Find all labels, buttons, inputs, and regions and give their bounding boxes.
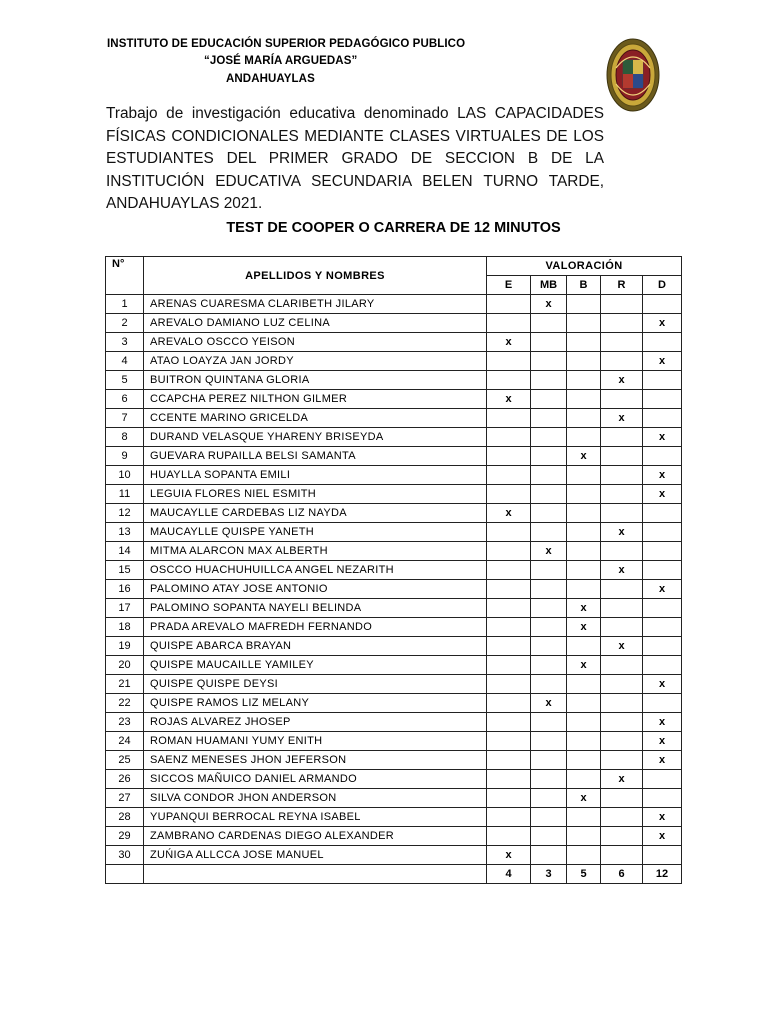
rating-cell-b bbox=[567, 637, 601, 656]
row-number: 22 bbox=[106, 694, 144, 713]
student-name: ROJAS ALVAREZ JHOSEP bbox=[144, 713, 487, 732]
table-row bbox=[106, 428, 682, 447]
rating-cell-d bbox=[643, 295, 682, 314]
row-number: 19 bbox=[106, 637, 144, 656]
rating-cell-e bbox=[487, 751, 531, 770]
total-r: 6 bbox=[601, 865, 643, 884]
rating-cell-r bbox=[601, 485, 643, 504]
rating-cell-b bbox=[567, 409, 601, 428]
rating-cell-d bbox=[643, 637, 682, 656]
total-b: 5 bbox=[567, 865, 601, 884]
rating-cell-r: x bbox=[601, 371, 643, 390]
rating-cell-d: x bbox=[643, 827, 682, 846]
student-name: SAENZ MENESES JHON JEFERSON bbox=[144, 751, 487, 770]
student-name: ARENAS CUARESMA CLARIBETH JILARY bbox=[144, 295, 487, 314]
student-name: PRADA AREVALO MAFREDH FERNANDO bbox=[144, 618, 487, 637]
rating-cell-e bbox=[487, 466, 531, 485]
student-name: QUISPE RAMOS LIZ MELANY bbox=[144, 694, 487, 713]
rating-cell-mb bbox=[531, 789, 567, 808]
rating-cell-mb bbox=[531, 447, 567, 466]
rating-cell-d: x bbox=[643, 751, 682, 770]
column-header-valoracion: VALORACIÓN bbox=[487, 257, 682, 276]
rating-cell-e bbox=[487, 485, 531, 504]
table-row bbox=[106, 846, 682, 865]
row-number: 23 bbox=[106, 713, 144, 732]
row-number: 3 bbox=[106, 333, 144, 352]
rating-cell-mb bbox=[531, 428, 567, 447]
rating-cell-r bbox=[601, 504, 643, 523]
table-row bbox=[106, 580, 682, 599]
student-name: AREVALO OSCCO YEISON bbox=[144, 333, 487, 352]
rating-cell-mb bbox=[531, 713, 567, 732]
row-number: 8 bbox=[106, 428, 144, 447]
table-row bbox=[106, 675, 682, 694]
rating-cell-b: x bbox=[567, 447, 601, 466]
research-description: Trabajo de investigación educativa denominado LAS CAPACIDADES FÍSICAS CONDICIONALES MEDIANTE CLASES VIRTUALES DE LOS ESTUDIANTES DEL PRIMER GRADO DE SECCION B DE LA INSTITUCIÓN EDUCATIVA SECUNDARIA BELEN TURNO TARDE, ANDAHUAYLAS 2021. bbox=[106, 105, 604, 213]
rating-cell-r bbox=[601, 751, 643, 770]
rating-cell-r bbox=[601, 314, 643, 333]
rating-cell-r bbox=[601, 732, 643, 751]
rating-cell-e bbox=[487, 447, 531, 466]
column-header-b: B bbox=[567, 276, 601, 295]
rating-cell-e: x bbox=[487, 846, 531, 865]
student-name: QUISPE QUISPE DEYSI bbox=[144, 675, 487, 694]
student-name: ATAO LOAYZA JAN JORDY bbox=[144, 352, 487, 371]
rating-cell-b bbox=[567, 314, 601, 333]
student-name: PALOMINO SOPANTA NAYELI BELINDA bbox=[144, 599, 487, 618]
table-row bbox=[106, 447, 682, 466]
totals-empty-cell bbox=[144, 865, 487, 884]
rating-cell-b bbox=[567, 523, 601, 542]
rating-cell-mb bbox=[531, 352, 567, 371]
row-number: 20 bbox=[106, 656, 144, 675]
rating-cell-e bbox=[487, 789, 531, 808]
row-number: 13 bbox=[106, 523, 144, 542]
rating-cell-mb bbox=[531, 409, 567, 428]
rating-cell-e bbox=[487, 827, 531, 846]
rating-cell-b: x bbox=[567, 618, 601, 637]
rating-cell-e bbox=[487, 371, 531, 390]
rating-cell-b bbox=[567, 485, 601, 504]
rating-cell-d bbox=[643, 371, 682, 390]
rating-cell-r bbox=[601, 789, 643, 808]
rating-cell-d: x bbox=[643, 466, 682, 485]
student-name: OSCCO HUACHUHUILLCA ANGEL NEZARITH bbox=[144, 561, 487, 580]
rating-cell-e bbox=[487, 694, 531, 713]
rating-cell-mb bbox=[531, 827, 567, 846]
table-row bbox=[106, 485, 682, 504]
rating-cell-r bbox=[601, 808, 643, 827]
rating-cell-d bbox=[643, 846, 682, 865]
totals-empty-cell bbox=[106, 865, 144, 884]
rating-cell-e bbox=[487, 523, 531, 542]
institution-seal-icon bbox=[606, 38, 660, 112]
rating-cell-b bbox=[567, 770, 601, 789]
rating-cell-r bbox=[601, 428, 643, 447]
row-number: 30 bbox=[106, 846, 144, 865]
rating-cell-d bbox=[643, 694, 682, 713]
student-name: MAUCAYLLE QUISPE YANETH bbox=[144, 523, 487, 542]
column-header-mb: MB bbox=[531, 276, 567, 295]
student-name: LEGUIA FLORES NIEL ESMITH bbox=[144, 485, 487, 504]
rating-cell-b bbox=[567, 827, 601, 846]
rating-cell-b bbox=[567, 675, 601, 694]
table-header-row bbox=[106, 257, 682, 276]
rating-cell-r bbox=[601, 542, 643, 561]
rating-cell-b bbox=[567, 580, 601, 599]
rating-cell-mb bbox=[531, 561, 567, 580]
rating-cell-mb bbox=[531, 732, 567, 751]
rating-cell-b: x bbox=[567, 656, 601, 675]
rating-cell-b: x bbox=[567, 599, 601, 618]
rating-cell-r: x bbox=[601, 770, 643, 789]
rating-cell-mb bbox=[531, 504, 567, 523]
row-number: 7 bbox=[106, 409, 144, 428]
total-d: 12 bbox=[643, 865, 682, 884]
rating-cell-d: x bbox=[643, 675, 682, 694]
table-row bbox=[106, 599, 682, 618]
rating-cell-d: x bbox=[643, 713, 682, 732]
rating-cell-mb bbox=[531, 846, 567, 865]
rating-cell-b bbox=[567, 808, 601, 827]
student-name: SICCOS MAÑUICO DANIEL ARMANDO bbox=[144, 770, 487, 789]
column-header-number: N° bbox=[106, 257, 144, 295]
rating-cell-mb bbox=[531, 751, 567, 770]
table-row bbox=[106, 827, 682, 846]
row-number: 11 bbox=[106, 485, 144, 504]
row-number: 26 bbox=[106, 770, 144, 789]
rating-cell-b bbox=[567, 390, 601, 409]
student-name: ZUŃIGA ALLCCA JOSE MANUEL bbox=[144, 846, 487, 865]
rating-cell-mb: x bbox=[531, 694, 567, 713]
test-title: TEST DE COOPER O CARRERA DE 12 MINUTOS bbox=[226, 220, 561, 236]
rating-cell-e bbox=[487, 352, 531, 371]
rating-cell-mb bbox=[531, 637, 567, 656]
rating-cell-e bbox=[487, 314, 531, 333]
rating-cell-mb bbox=[531, 466, 567, 485]
table-row bbox=[106, 409, 682, 428]
rating-cell-d bbox=[643, 561, 682, 580]
row-number: 9 bbox=[106, 447, 144, 466]
rating-cell-mb bbox=[531, 485, 567, 504]
rating-cell-r: x bbox=[601, 409, 643, 428]
rating-cell-e bbox=[487, 295, 531, 314]
student-name: QUISPE ABARCA BRAYAN bbox=[144, 637, 487, 656]
rating-cell-d: x bbox=[643, 808, 682, 827]
rating-cell-b bbox=[567, 694, 601, 713]
rating-cell-mb bbox=[531, 314, 567, 333]
table-row bbox=[106, 751, 682, 770]
table-row bbox=[106, 295, 682, 314]
rating-cell-mb bbox=[531, 523, 567, 542]
rating-cell-d bbox=[643, 789, 682, 808]
rating-cell-e bbox=[487, 561, 531, 580]
table-row bbox=[106, 637, 682, 656]
rating-cell-mb bbox=[531, 371, 567, 390]
rating-cell-e bbox=[487, 770, 531, 789]
rating-cell-r bbox=[601, 827, 643, 846]
table-body bbox=[106, 295, 682, 865]
total-mb: 3 bbox=[531, 865, 567, 884]
rating-cell-e bbox=[487, 618, 531, 637]
table-row bbox=[106, 713, 682, 732]
student-name: CCENTE MARINO GRICELDA bbox=[144, 409, 487, 428]
rating-cell-r: x bbox=[601, 561, 643, 580]
rating-cell-b bbox=[567, 732, 601, 751]
table-row bbox=[106, 333, 682, 352]
table-row bbox=[106, 770, 682, 789]
rating-cell-r bbox=[601, 390, 643, 409]
table-row bbox=[106, 694, 682, 713]
rating-cell-b bbox=[567, 352, 601, 371]
student-name: MITMA ALARCON MAX ALBERTH bbox=[144, 542, 487, 561]
institution-name: INSTITUTO DE EDUCACIÓN SUPERIOR PEDAGÓGICO PUBLICO bbox=[107, 38, 466, 50]
row-number: 4 bbox=[106, 352, 144, 371]
rating-cell-r bbox=[601, 352, 643, 371]
rating-cell-r bbox=[601, 694, 643, 713]
rating-cell-r bbox=[601, 447, 643, 466]
rating-cell-d: x bbox=[643, 732, 682, 751]
cooper-test-table bbox=[105, 256, 682, 884]
table-row bbox=[106, 656, 682, 675]
row-number: 24 bbox=[106, 732, 144, 751]
rating-cell-d bbox=[643, 599, 682, 618]
student-name: CCAPCHA PEREZ NILTHON GILMER bbox=[144, 390, 487, 409]
table-row bbox=[106, 542, 682, 561]
rating-cell-r bbox=[601, 846, 643, 865]
rating-cell-r bbox=[601, 333, 643, 352]
student-name: BUITRON QUINTANA GLORIA bbox=[144, 371, 487, 390]
rating-cell-b: x bbox=[567, 789, 601, 808]
rating-cell-b bbox=[567, 504, 601, 523]
rating-cell-d bbox=[643, 656, 682, 675]
institution-city: ANDAHUAYLAS bbox=[226, 73, 315, 85]
rating-cell-d bbox=[643, 523, 682, 542]
rating-cell-b bbox=[567, 371, 601, 390]
rating-cell-b bbox=[567, 542, 601, 561]
student-name: AREVALO DAMIANO LUZ CELINA bbox=[144, 314, 487, 333]
rating-cell-d bbox=[643, 618, 682, 637]
table-row bbox=[106, 561, 682, 580]
rating-cell-e: x bbox=[487, 390, 531, 409]
row-number: 21 bbox=[106, 675, 144, 694]
rating-cell-e bbox=[487, 428, 531, 447]
rating-cell-mb bbox=[531, 618, 567, 637]
rating-cell-r bbox=[601, 295, 643, 314]
student-name: SILVA CONDOR JHON ANDERSON bbox=[144, 789, 487, 808]
rating-cell-b bbox=[567, 751, 601, 770]
row-number: 28 bbox=[106, 808, 144, 827]
table-row bbox=[106, 504, 682, 523]
row-number: 27 bbox=[106, 789, 144, 808]
table-row bbox=[106, 808, 682, 827]
rating-cell-r: x bbox=[601, 523, 643, 542]
table-row bbox=[106, 466, 682, 485]
rating-cell-r bbox=[601, 466, 643, 485]
rating-cell-e: x bbox=[487, 333, 531, 352]
table-row bbox=[106, 732, 682, 751]
rating-cell-d: x bbox=[643, 580, 682, 599]
rating-cell-r bbox=[601, 618, 643, 637]
table-row bbox=[106, 352, 682, 371]
rating-cell-mb: x bbox=[531, 295, 567, 314]
table-row bbox=[106, 789, 682, 808]
rating-cell-b bbox=[567, 428, 601, 447]
column-header-names: APELLIDOS Y NOMBRES bbox=[144, 257, 487, 295]
rating-cell-e bbox=[487, 542, 531, 561]
rating-cell-d bbox=[643, 770, 682, 789]
student-name: ZAMBRANO CARDENAS DIEGO ALEXANDER bbox=[144, 827, 487, 846]
rating-cell-b bbox=[567, 466, 601, 485]
rating-cell-e bbox=[487, 599, 531, 618]
rating-cell-b bbox=[567, 846, 601, 865]
rating-cell-e bbox=[487, 637, 531, 656]
row-number: 17 bbox=[106, 599, 144, 618]
student-name: GUEVARA RUPAILLA BELSI SAMANTA bbox=[144, 447, 487, 466]
row-number: 29 bbox=[106, 827, 144, 846]
table-row bbox=[106, 523, 682, 542]
student-name: MAUCAYLLE CARDEBAS LIZ NAYDA bbox=[144, 504, 487, 523]
rating-cell-e bbox=[487, 713, 531, 732]
row-number: 15 bbox=[106, 561, 144, 580]
rating-cell-mb bbox=[531, 770, 567, 789]
institution-patron: “JOSÉ MARÍA ARGUEDAS” bbox=[204, 55, 358, 67]
rating-cell-r: x bbox=[601, 637, 643, 656]
rating-cell-mb bbox=[531, 656, 567, 675]
table-row bbox=[106, 390, 682, 409]
rating-cell-b bbox=[567, 561, 601, 580]
rating-cell-d: x bbox=[643, 352, 682, 371]
row-number: 6 bbox=[106, 390, 144, 409]
row-number: 14 bbox=[106, 542, 144, 561]
rating-cell-d bbox=[643, 504, 682, 523]
rating-cell-mb bbox=[531, 580, 567, 599]
rating-cell-mb bbox=[531, 390, 567, 409]
rating-cell-e bbox=[487, 409, 531, 428]
table-row bbox=[106, 371, 682, 390]
student-name: PALOMINO ATAY JOSE ANTONIO bbox=[144, 580, 487, 599]
rating-cell-mb: x bbox=[531, 542, 567, 561]
totals-row bbox=[106, 865, 682, 884]
column-header-e: E bbox=[487, 276, 531, 295]
rating-cell-e bbox=[487, 732, 531, 751]
column-header-d: D bbox=[643, 276, 682, 295]
row-number: 25 bbox=[106, 751, 144, 770]
row-number: 18 bbox=[106, 618, 144, 637]
table-row bbox=[106, 618, 682, 637]
rating-cell-e: x bbox=[487, 504, 531, 523]
rating-cell-b bbox=[567, 713, 601, 732]
rating-cell-r bbox=[601, 656, 643, 675]
rating-cell-r bbox=[601, 713, 643, 732]
row-number: 12 bbox=[106, 504, 144, 523]
rating-cell-b bbox=[567, 295, 601, 314]
table-row bbox=[106, 314, 682, 333]
rating-cell-d bbox=[643, 390, 682, 409]
rating-cell-mb bbox=[531, 599, 567, 618]
rating-cell-b bbox=[567, 333, 601, 352]
rating-cell-e bbox=[487, 808, 531, 827]
row-number: 1 bbox=[106, 295, 144, 314]
rating-cell-mb bbox=[531, 675, 567, 694]
rating-cell-r bbox=[601, 599, 643, 618]
row-number: 10 bbox=[106, 466, 144, 485]
row-number: 5 bbox=[106, 371, 144, 390]
rating-cell-e bbox=[487, 656, 531, 675]
rating-cell-e bbox=[487, 675, 531, 694]
rating-cell-d: x bbox=[643, 428, 682, 447]
student-name: DURAND VELASQUE YHARENY BRISEYDA bbox=[144, 428, 487, 447]
rating-cell-r bbox=[601, 675, 643, 694]
rating-cell-d bbox=[643, 447, 682, 466]
column-header-r: R bbox=[601, 276, 643, 295]
rating-cell-d bbox=[643, 542, 682, 561]
student-name: YUPANQUI BERROCAL REYNA ISABEL bbox=[144, 808, 487, 827]
student-name: QUISPE MAUCAILLE YAMILEY bbox=[144, 656, 487, 675]
row-number: 2 bbox=[106, 314, 144, 333]
rating-cell-d bbox=[643, 409, 682, 428]
rating-cell-r bbox=[601, 580, 643, 599]
student-name: HUAYLLA SOPANTA EMILI bbox=[144, 466, 487, 485]
rating-cell-d bbox=[643, 333, 682, 352]
rating-cell-d: x bbox=[643, 485, 682, 504]
row-number: 16 bbox=[106, 580, 144, 599]
rating-cell-mb bbox=[531, 333, 567, 352]
rating-cell-d: x bbox=[643, 314, 682, 333]
total-e: 4 bbox=[487, 865, 531, 884]
rating-cell-mb bbox=[531, 808, 567, 827]
rating-cell-e bbox=[487, 580, 531, 599]
student-name: ROMAN HUAMANI YUMY ENITH bbox=[144, 732, 487, 751]
